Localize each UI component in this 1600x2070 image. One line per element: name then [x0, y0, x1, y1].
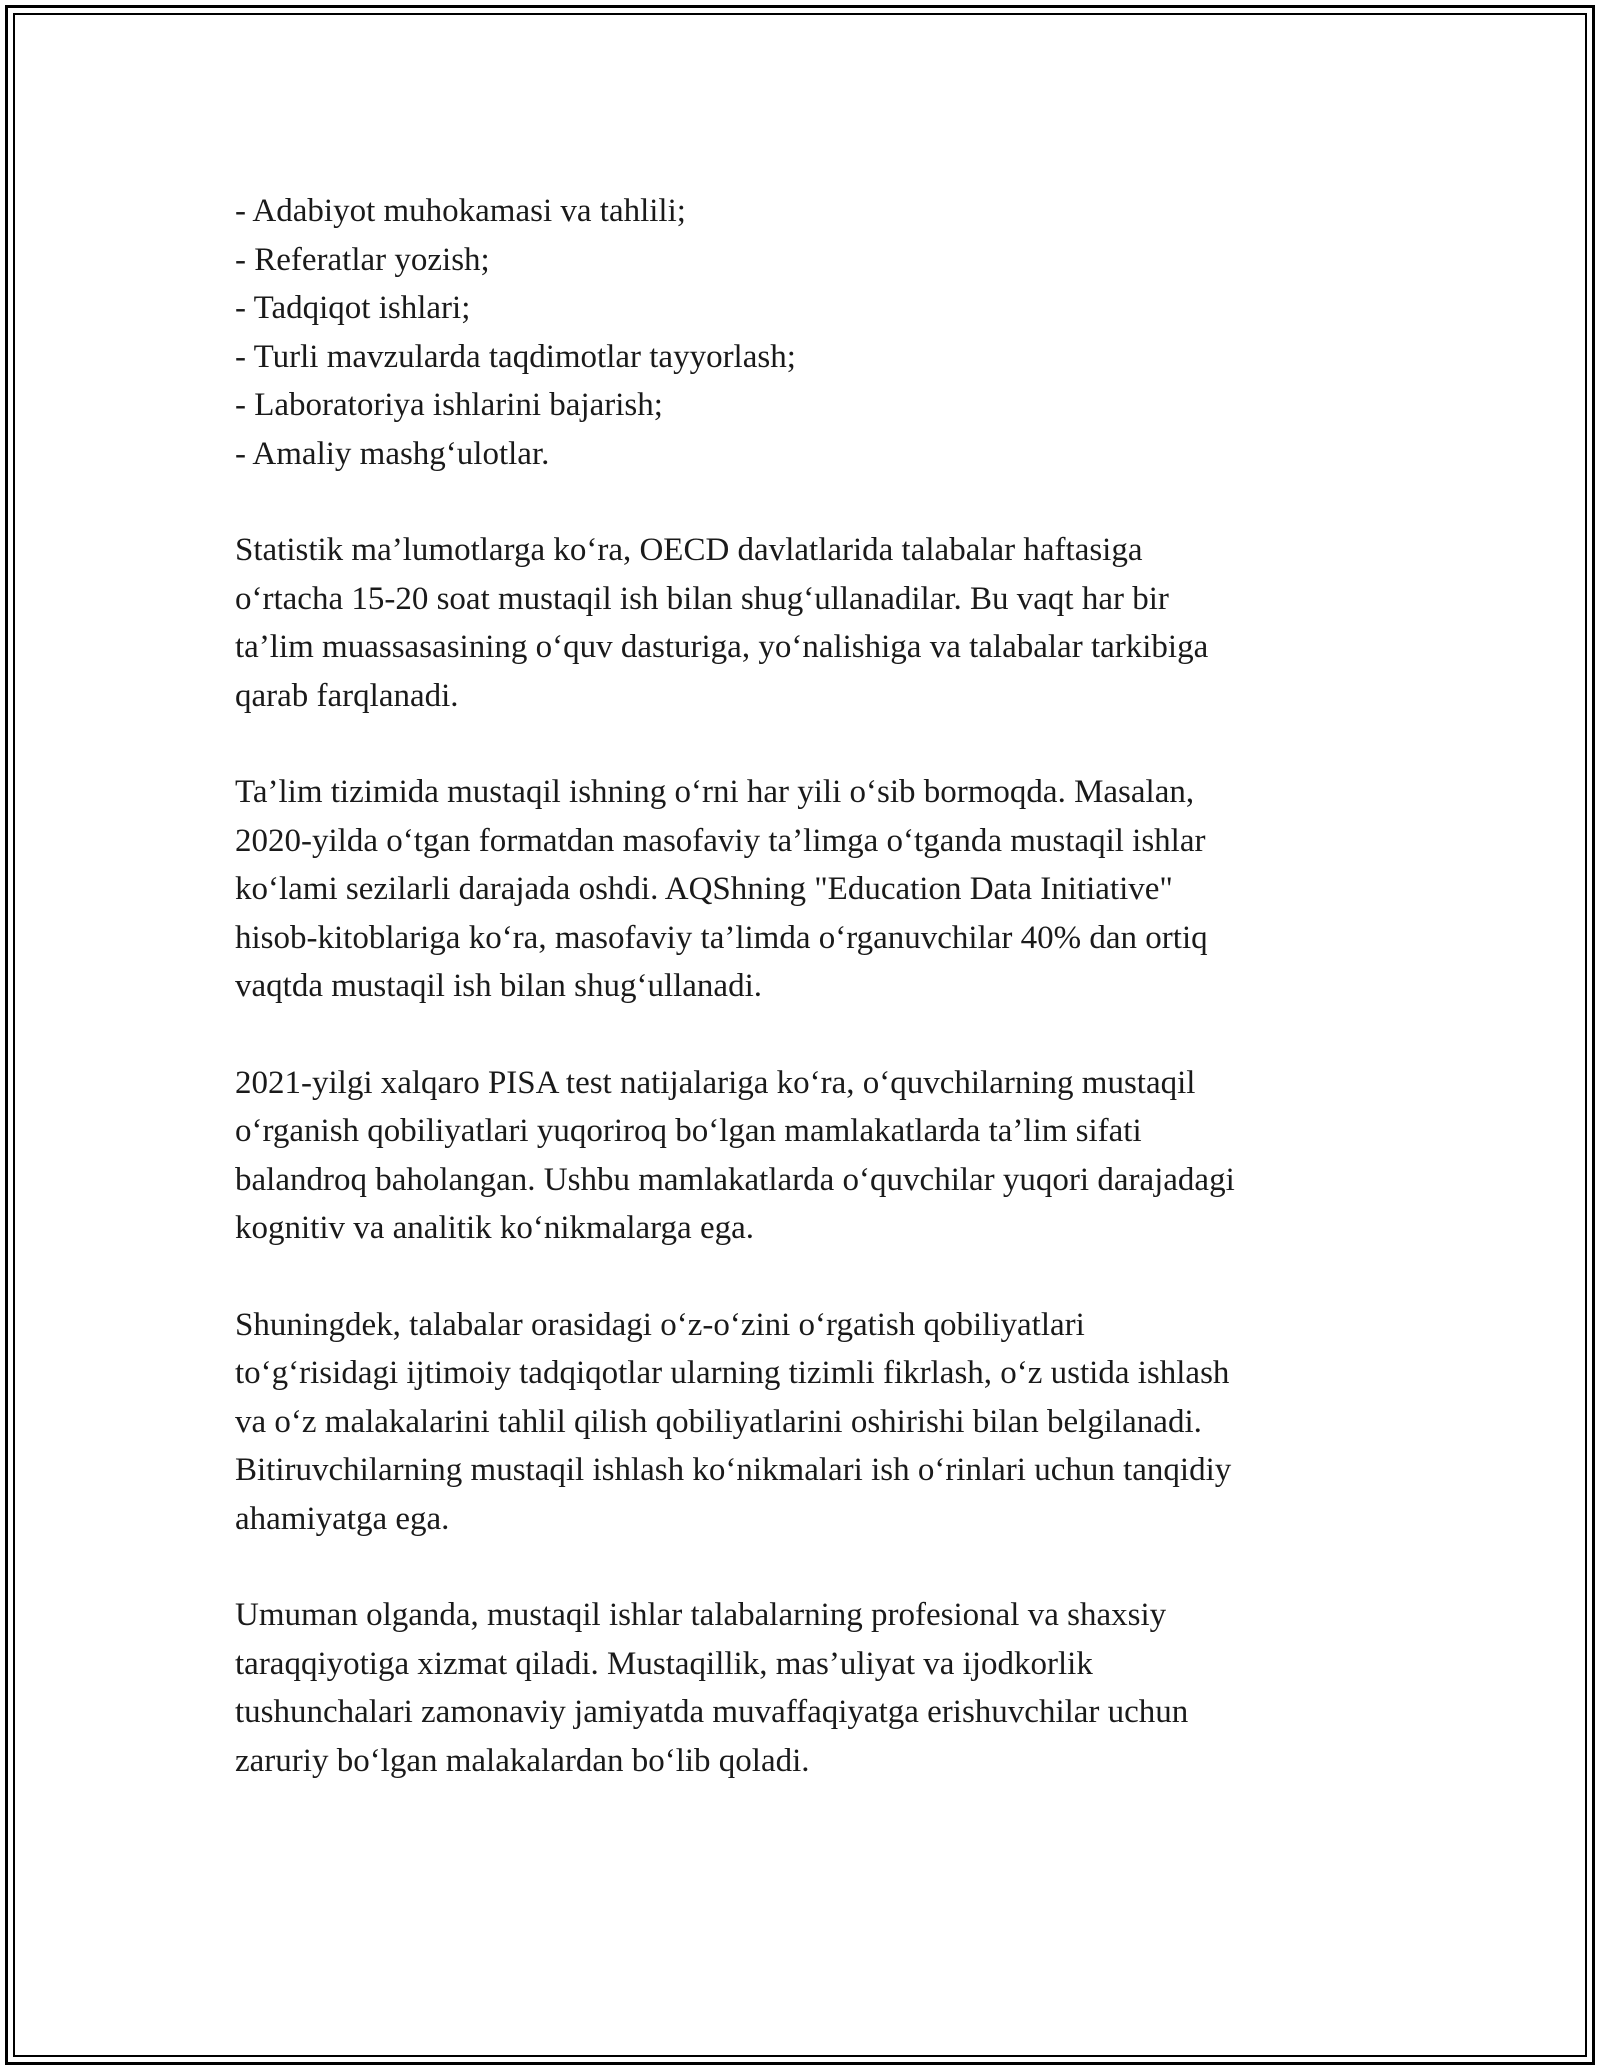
text-line: o‘rtacha 15-20 soat mustaqil ish bilan shug‘ullanadilar. Bu vaqt har bir [235, 580, 1169, 617]
text-line: to‘g‘risidagi ijtimoiy tadqiqotlar ularning tizimli fikrlash, o‘z ustida ishlash [235, 1355, 1230, 1391]
list-item: - Turli mavzularda taqdimotlar tayyorlash; [235, 338, 796, 375]
text-line: qarab farqlanadi. [235, 677, 459, 714]
list-item: - Tadqiqot ishlari; [235, 290, 471, 326]
paragraph-statistics [235, 526, 1365, 720]
text-line: tushunchalari zamonaviy jamiyatda muvaffaqiyatga erishuvchilar uchun [235, 1694, 1189, 1730]
text-line: va o‘z malakalarini tahlil qilish qobiliyatlarini oshirishi bilan belgilanadi. [235, 1403, 1202, 1440]
text-line: Umuman olganda, mustaqil ishlar talabalarning profesional va shaxsiy [235, 1597, 1167, 1633]
text-line: o‘rganish qobiliyatlari yuqoriroq bo‘lgan mamlakatlarda ta’lim sifati [235, 1113, 1142, 1149]
text-line: balandroq baholangan. Ushbu mamlakatlarda o‘quvchilar yuqori darajadagi [235, 1161, 1235, 1198]
document-body [235, 187, 1365, 1785]
list-item: - Referatlar yozish; [235, 241, 490, 278]
list-item: - Adabiyot muhokamasi va tahlili; [235, 193, 686, 229]
text-line: 2021-yilgi xalqaro PISA test natijalariga ko‘ra, o‘quvchilarning mustaqil [235, 1064, 1196, 1101]
text-line: Shuningdek, talabalar orasidagi o‘z-o‘zini o‘rgatish qobiliyatlari [235, 1306, 1085, 1343]
paragraph-distance-learning [235, 768, 1365, 1011]
list-item: - Laboratoriya ishlarini bajarish; [235, 387, 663, 423]
text-line: 2020-yilda o‘tgan formatdan masofaviy ta’limga o‘tganda mustaqil ishlar [235, 822, 1206, 859]
activity-list [235, 187, 1365, 478]
text-line: ta’lim muassasasining o‘quv dasturiga, yo‘nalishiga va talabalar tarkibiga [235, 629, 1209, 665]
text-line: ko‘lami sezilarli darajada oshdi. AQShning "Education Data Initiative" [235, 871, 1173, 907]
text-line: ahamiyatga ega. [235, 1500, 450, 1537]
text-line: taraqqiyotiga xizmat qiladi. Mustaqillik, mas’uliyat va ijodkorlik [235, 1645, 1093, 1682]
paragraph-self-learning [235, 1301, 1365, 1544]
list-item: - Amaliy mashg‘ulotlar. [235, 435, 550, 472]
text-line: hisob-kitoblariga ko‘ra, masofaviy ta’limda o‘rganuvchilar 40% dan ortiq [235, 919, 1208, 956]
text-line: Ta’lim tizimida mustaqil ishning o‘rni har yili o‘sib bormoqda. Masalan, [235, 774, 1195, 810]
text-line: Bitiruvchilarning mustaqil ishlash ko‘nikmalari ish o‘rinlari uchun tanqidiy [235, 1452, 1232, 1488]
paragraph-pisa [235, 1059, 1365, 1253]
paragraph-conclusion [235, 1591, 1365, 1785]
text-line: vaqtda mustaqil ish bilan shug‘ullanadi. [235, 968, 763, 1004]
text-line: zaruriy bo‘lgan malakalardan bo‘lib qoladi. [235, 1742, 810, 1779]
text-line: Statistik ma’lumotlarga ko‘ra, OECD davlatlarida talabalar haftasiga [235, 532, 1143, 568]
text-line: kognitiv va analitik ko‘nikmalarga ega. [235, 1210, 754, 1246]
